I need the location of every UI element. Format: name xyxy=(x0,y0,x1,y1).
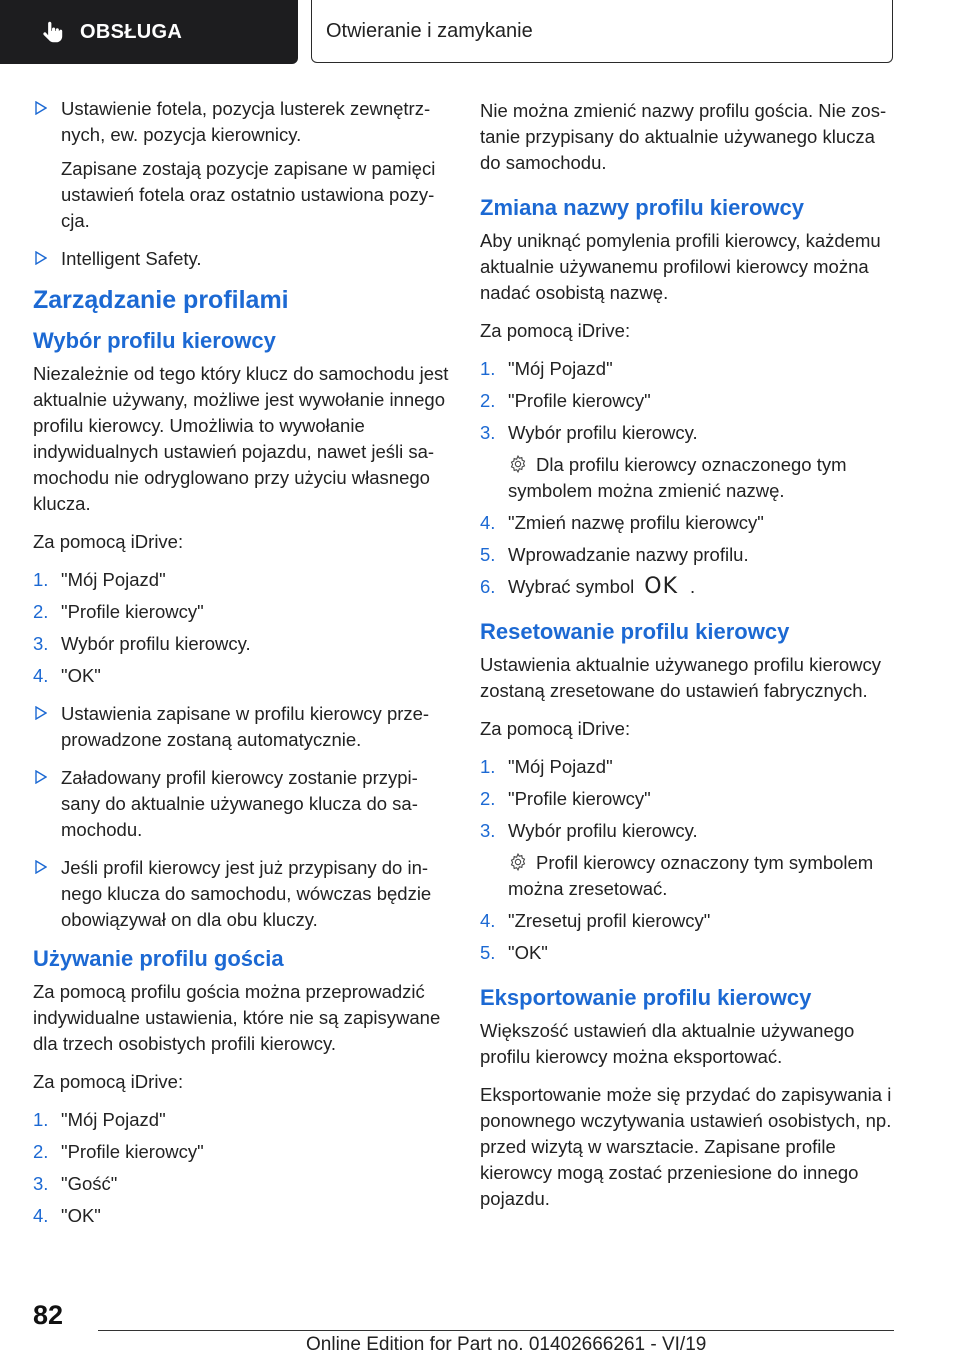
triangle-bullet-icon xyxy=(35,251,47,265)
steps-list xyxy=(33,1107,451,1229)
step-note-text: Profil kierowcy oznaczony tym symbolem można zresetować. xyxy=(508,852,874,899)
paragraph: Za pomocą iDrive: xyxy=(480,320,631,341)
step-note xyxy=(508,452,900,504)
step-text: Wybór profilu kierowcy. xyxy=(508,820,698,841)
list-item xyxy=(480,356,900,382)
step-text-tail: . xyxy=(690,576,696,597)
step-number: 3. xyxy=(480,422,496,443)
triangle-bullet-icon xyxy=(35,706,47,720)
list-item xyxy=(480,510,900,536)
step-number: 5. xyxy=(480,544,496,565)
page-number: 82 xyxy=(33,1300,64,1330)
step-text: "Mój Pojazd" xyxy=(508,756,613,777)
bullet-item xyxy=(33,855,451,933)
bullet-text: Ustawienie fotela, pozycja lusterek zewnętrz-nych, ew. pozycja kierownicy. xyxy=(61,98,431,145)
bullet-item xyxy=(33,701,451,753)
list-item xyxy=(480,908,900,934)
list-item xyxy=(480,420,900,504)
step-text: "Profile kierowcy" xyxy=(61,601,204,622)
step-text: Wybrać symbol xyxy=(508,576,635,597)
heading-guest-profile: Używanie profilu gościa xyxy=(33,946,284,971)
step-number: 1. xyxy=(480,358,496,379)
step-number: 2. xyxy=(33,1141,49,1162)
paragraph: Za pomocą iDrive: xyxy=(33,1071,184,1092)
step-number: 5. xyxy=(480,942,496,963)
list-item xyxy=(33,1171,451,1197)
step-text: "Profile kierowcy" xyxy=(508,390,651,411)
gear-icon xyxy=(508,852,528,872)
gear-icon xyxy=(508,454,528,474)
bullet-item xyxy=(33,765,451,843)
heading-rename-profile: Zmiana nazwy profilu kierowcy xyxy=(480,195,804,220)
step-number: 6. xyxy=(480,576,496,597)
chapter-header xyxy=(311,0,893,63)
step-number: 2. xyxy=(480,788,496,809)
list-item xyxy=(480,786,900,812)
triangle-bullet-icon xyxy=(35,860,47,874)
bullet-item xyxy=(33,246,451,272)
paragraph: Ustawienia aktualnie używanego profilu kierowcy zostaną zresetowane do ustawień fabrycznych. xyxy=(480,654,882,701)
right-column xyxy=(480,98,900,1224)
footer-divider xyxy=(98,1330,894,1331)
heading-export-profile: Eksportowanie profilu kierowcy xyxy=(480,985,812,1010)
bullet-subtext: Zapisane zostają pozycje zapisane w pamięci ustawień fotela oraz ostatnio ustawiona pozy-cja. xyxy=(61,158,436,231)
list-item xyxy=(480,574,900,600)
paragraph: Większość ustawień dla aktualnie używanego profilu kierowcy można eksportować. xyxy=(480,1020,855,1067)
left-column xyxy=(33,96,451,1241)
list-item xyxy=(480,940,900,966)
paragraph: Niezależnie od tego który klucz do samochodu jest aktualnie używany, możliwe jest wywołanie innego profilu kierowcy. Umożliwia to wywołanie indywidualnych ustawień pojazdu, nawet jeśli sa-mochodu nie odryglowano przy użyciu własnego klucza. xyxy=(33,363,449,514)
section-tab xyxy=(0,0,298,64)
heading-select-profile: Wybór profilu kierowcy xyxy=(33,328,276,353)
step-number: 4. xyxy=(33,1205,49,1226)
edition-text: Online Edition for Part no. 01402666261 - VI/19 xyxy=(306,1334,707,1355)
heading-reset-profile: Resetowanie profilu kierowcy xyxy=(480,619,790,644)
triangle-bullet-icon xyxy=(35,770,47,784)
bullet-text: Jeśli profil kierowcy jest już przypisany do in-nego klucza do samochodu, wówczas będzie obowiązywał on dla obu kluczy. xyxy=(61,857,432,930)
step-note-text: Dla profilu kierowcy oznaczonego tym symbolem można zmienić nazwę. xyxy=(508,454,847,501)
step-text: "Mój Pojazd" xyxy=(61,569,166,590)
step-text: "Mój Pojazd" xyxy=(508,358,613,379)
steps-list xyxy=(33,567,451,689)
hand-icon xyxy=(40,19,66,45)
step-text: "OK" xyxy=(508,942,548,963)
bullet-text: Ustawienia zapisane w profilu kierowcy prze-prowadzone zostaną automatycznie. xyxy=(61,703,430,750)
triangle-bullet-icon xyxy=(35,101,47,115)
bullet-item xyxy=(33,96,451,234)
paragraph: Nie można zmienić nazwy profilu gościa. Nie zos-tanie przypisany do aktualnie używanego klucza do samochodu. xyxy=(480,100,887,173)
list-item xyxy=(480,388,900,414)
step-text: Wprowadzanie nazwy profilu. xyxy=(508,544,749,565)
step-number: 1. xyxy=(480,756,496,777)
step-number: 1. xyxy=(33,569,49,590)
step-number: 4. xyxy=(480,512,496,533)
list-item xyxy=(33,1139,451,1165)
ok-symbol: OK xyxy=(644,574,679,599)
paragraph: Za pomocą iDrive: xyxy=(480,718,631,739)
step-text: Wybór profilu kierowcy. xyxy=(508,422,698,443)
steps-list xyxy=(480,356,900,600)
section-label: OBSŁUGA xyxy=(80,20,183,43)
list-item xyxy=(480,754,900,780)
step-number: 2. xyxy=(33,601,49,622)
list-item xyxy=(480,818,900,902)
step-text: "Mój Pojazd" xyxy=(61,1109,166,1130)
paragraph: Aby uniknąć pomylenia profili kierowcy, każdemu aktualnie używanemu profilowi kierowcy można nadać osobistą nazwę. xyxy=(480,230,881,303)
step-text: "Profile kierowcy" xyxy=(61,1141,204,1162)
step-text: Wybór profilu kierowcy. xyxy=(61,633,251,654)
step-number: 1. xyxy=(33,1109,49,1130)
bullet-text: Załadowany profil kierowcy zostanie przypi-sany do aktualnie używanego klucza do sa-mochodu. xyxy=(61,767,418,840)
step-text: "Zresetuj profil kierowcy" xyxy=(508,910,711,931)
step-text: "Profile kierowcy" xyxy=(508,788,651,809)
steps-list xyxy=(480,754,900,966)
step-text: "OK" xyxy=(61,665,101,686)
list-item xyxy=(33,567,451,593)
list-item xyxy=(480,542,900,568)
step-text: "Zmień nazwę profilu kierowcy" xyxy=(508,512,764,533)
step-number: 2. xyxy=(480,390,496,411)
step-number: 4. xyxy=(33,665,49,686)
list-item xyxy=(33,1203,451,1229)
step-number: 3. xyxy=(33,1173,49,1194)
step-number: 4. xyxy=(480,910,496,931)
list-item xyxy=(33,663,451,689)
paragraph: Eksportowanie może się przydać do zapisywania i ponownego wczytywania ustawień osobistych, np. przed wizytą w warsztacie. Zapisane profile kierowcy mogą zostać przeniesione do innego pojazdu. xyxy=(480,1084,892,1209)
step-text: "OK" xyxy=(61,1205,101,1226)
step-text: "Gość" xyxy=(61,1173,118,1194)
heading-profile-management: Zarządzanie profilami xyxy=(33,286,289,314)
paragraph: Za pomocą iDrive: xyxy=(33,531,184,552)
step-note xyxy=(508,850,900,902)
bullet-text: Intelligent Safety. xyxy=(61,248,202,269)
step-number: 3. xyxy=(480,820,496,841)
list-item xyxy=(33,1107,451,1133)
list-item xyxy=(33,631,451,657)
step-number: 3. xyxy=(33,633,49,654)
list-item xyxy=(33,599,451,625)
chapter-title: Otwieranie i zamykanie xyxy=(326,19,533,42)
paragraph: Za pomocą profilu gościa można przeprowadzić indywidualne ustawienia, które nie są zapisywane dla trzech osobistych profili kierowcy. xyxy=(33,981,441,1054)
